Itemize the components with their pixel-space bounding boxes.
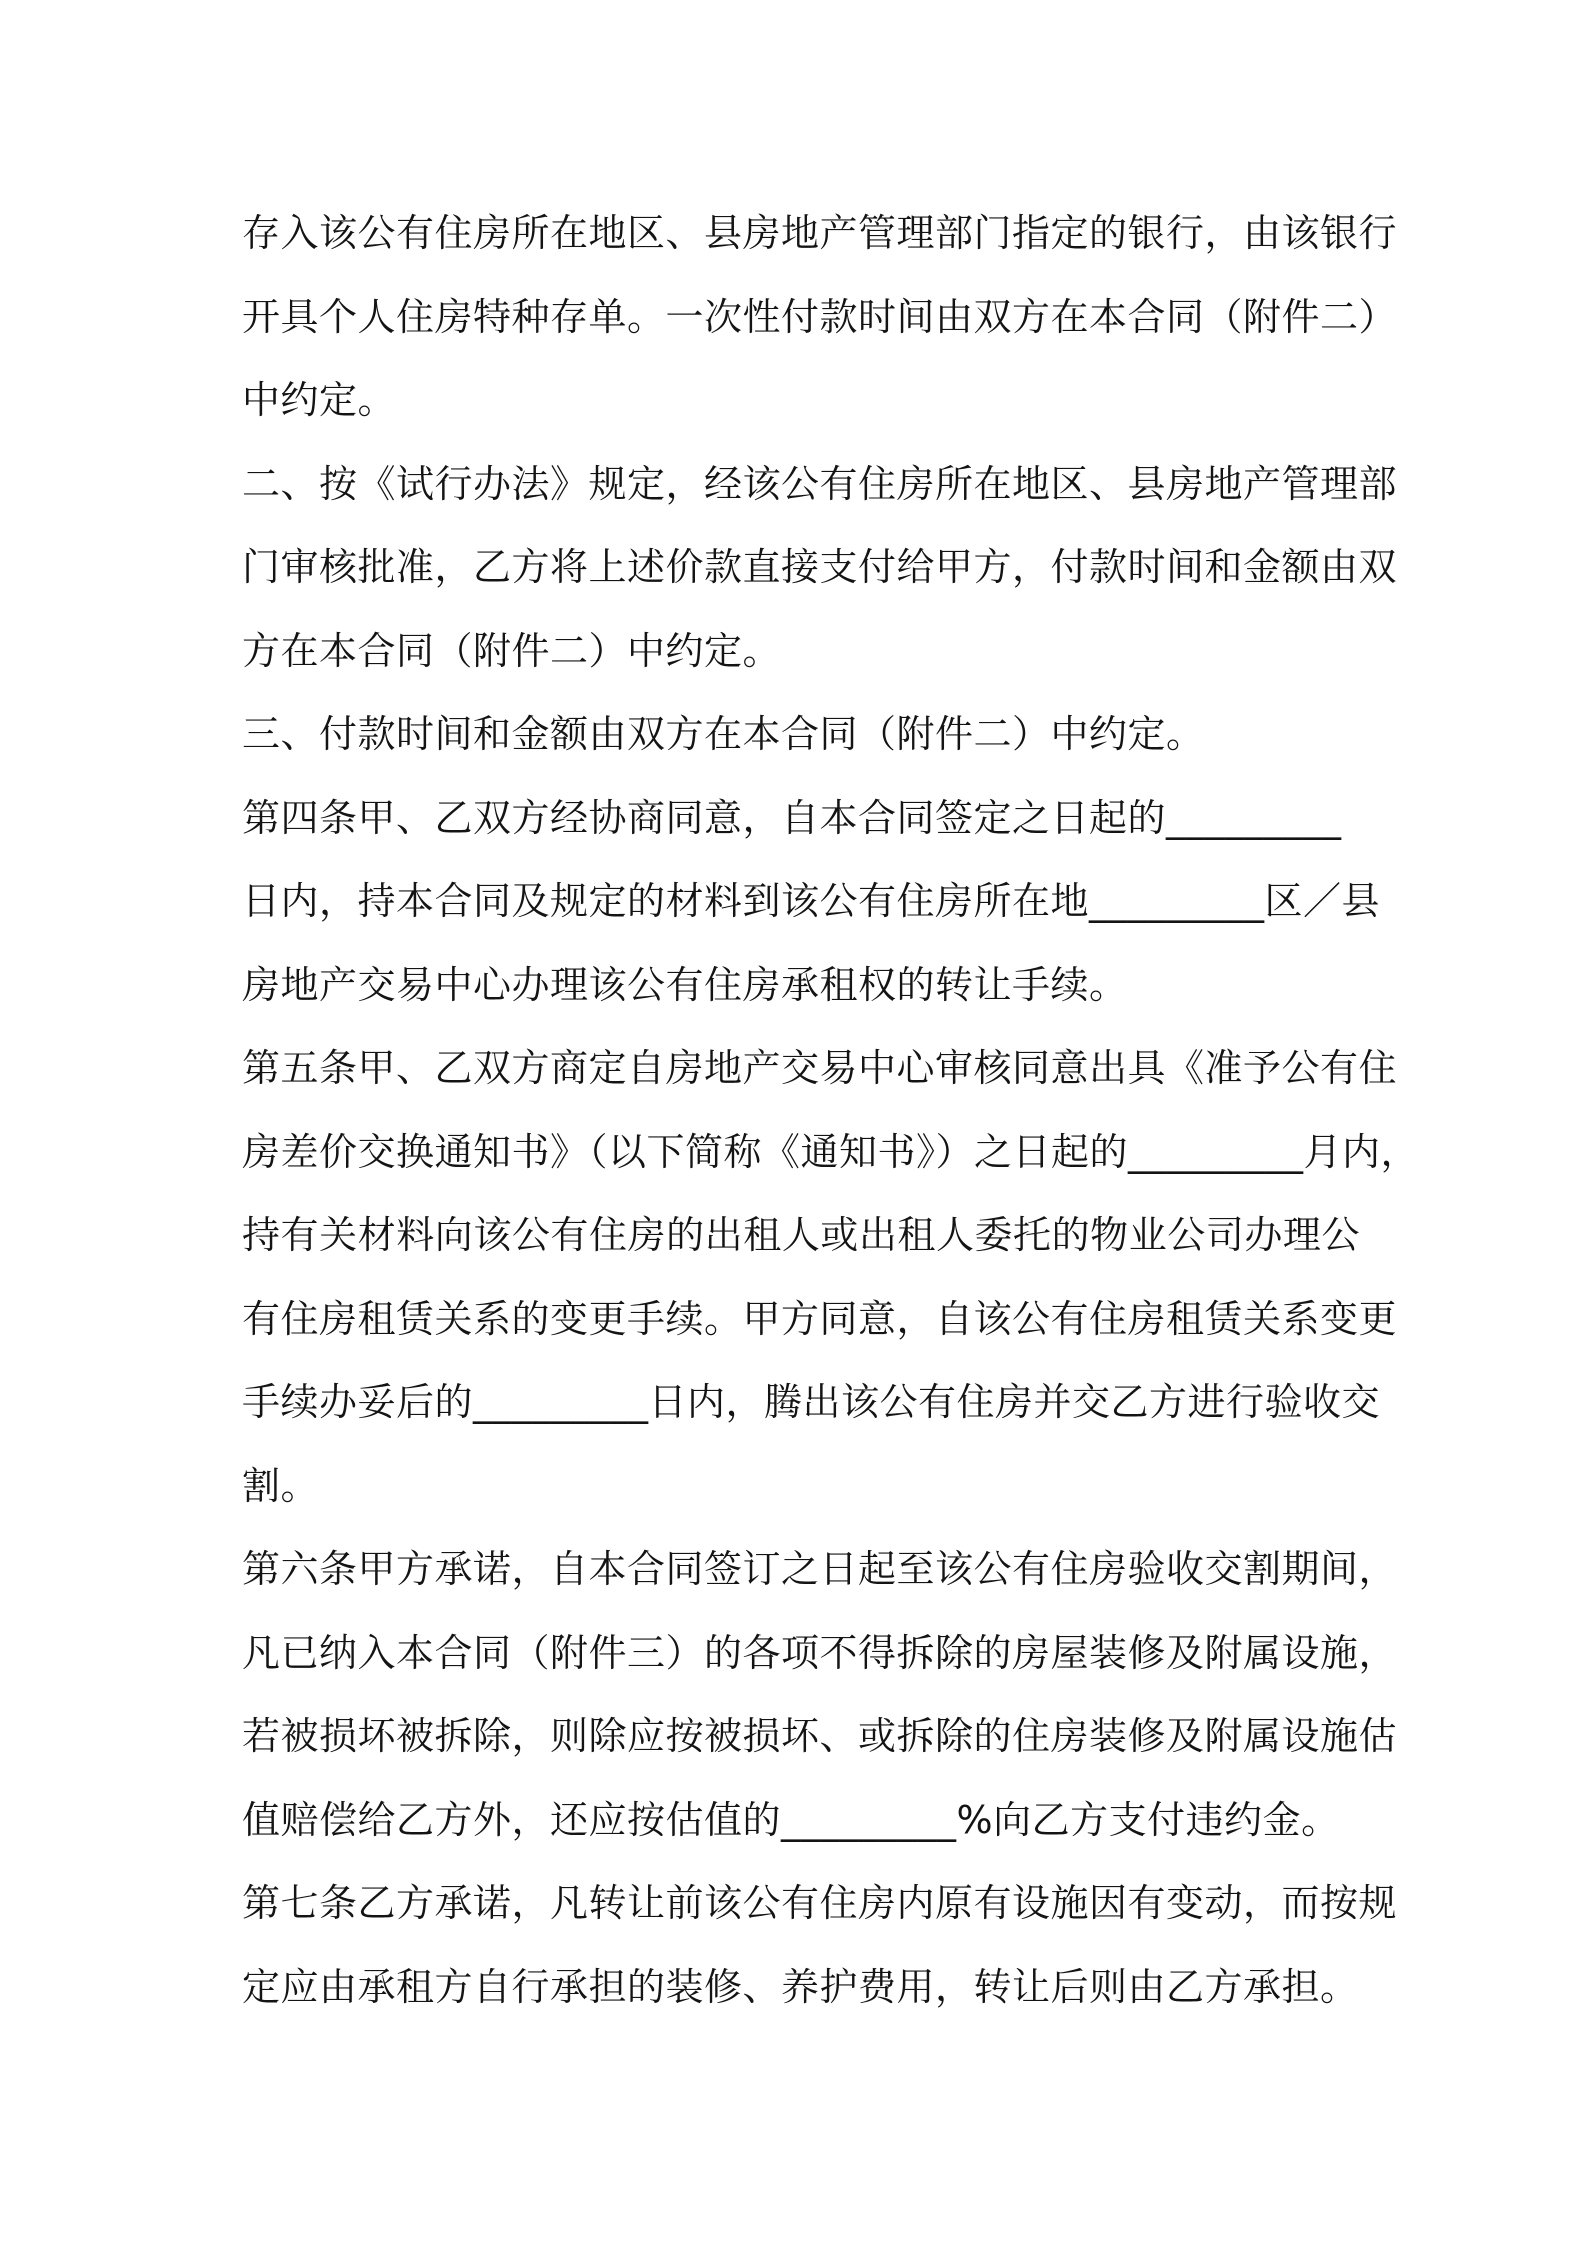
text-line: 日内，持本合同及规定的材料到该公有住房所在地_________区／县 [242, 879, 1381, 923]
text-line: 开具个人住房特种存单。一次性付款时间由双方在本合同（附件二） [242, 294, 1398, 339]
text-line: 手续办妥后的_________日内，腾出该公有住房并交乙方进行验收交 [242, 1380, 1381, 1424]
text-line: 二、按《试行办法》规定，经该公有住房所在地区、县房地产管理部 [242, 461, 1398, 506]
text-line: 定应由承租方自行承担的装修、养护费用，转让后则由乙方承担。 [242, 1964, 1359, 2009]
text-line: 存入该公有住房所在地区、县房地产管理部门指定的银行，由该银行 [242, 211, 1398, 255]
text-line: 凡已纳入本合同（附件三）的各项不得拆除的房屋装修及附属设施， [242, 1630, 1398, 1675]
text-line: 第七条乙方承诺，凡转让前该公有住房内原有设施因有变动，而按规 [242, 1881, 1398, 1925]
text-line: 门审核批准，乙方将上述价款直接支付给甲方，付款时间和金额由双 [242, 545, 1398, 589]
text-line: 第四条甲、乙双方经协商同意，自本合同签定之日起的_________ [242, 795, 1342, 840]
text-line: 房差价交换通知书》（以下简称《通知书》）之日起的_________月内， [242, 1129, 1420, 1174]
text-line: 方在本合同（附件二）中约定。 [242, 628, 782, 673]
text-line: 第五条甲、乙双方商定自房地产交易中心审核同意出具《准予公有住 [242, 1046, 1398, 1090]
text-line: 值赔偿给乙方外，还应按估值的_________%向乙方支付违约金。 [242, 1797, 1340, 1842]
text-line: 若被损坏被拆除，则除应按被损坏、或拆除的住房装修及附属设施估 [242, 1714, 1398, 1758]
contract-text-body [242, 192, 1420, 2029]
text-line: 割。 [242, 1463, 320, 1508]
text-line: 三、付款时间和金额由双方在本合同（附件二）中约定。 [242, 712, 1205, 756]
text-line: 房地产交易中心办理该公有住房承租权的转让手续。 [242, 962, 1128, 1007]
text-line: 第六条甲方承诺，自本合同签订之日起至该公有住房验收交割期间， [242, 1547, 1398, 1591]
text-line: 有住房租赁关系的变更手续。甲方同意，自该公有住房租赁关系变更 [242, 1296, 1398, 1341]
text-line: 持有关材料向该公有住房的出租人或出租人委托的物业公司办理公 [242, 1213, 1360, 1257]
text-line: 中约定。 [242, 378, 397, 422]
